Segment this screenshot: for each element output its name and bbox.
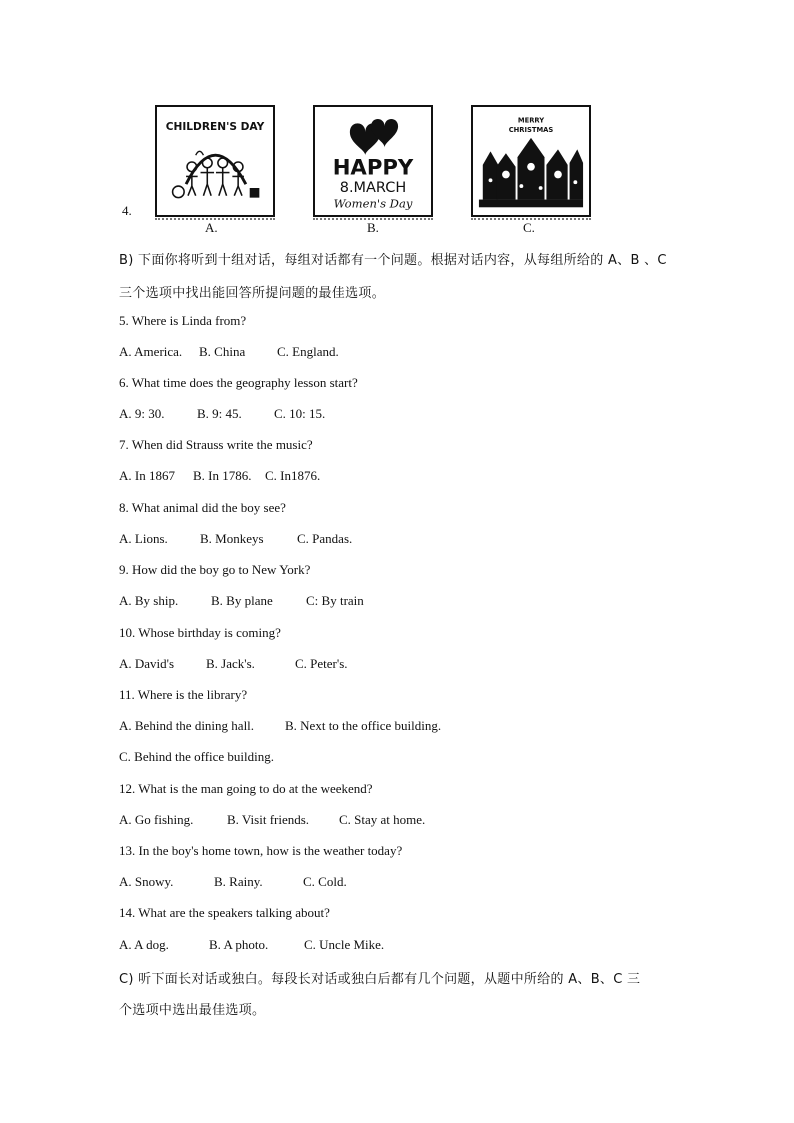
option-c: C. Peter's. (295, 656, 348, 671)
option-b: B. Rainy. (214, 874, 263, 889)
option-a: A. A dog. (119, 937, 169, 952)
option-c: C. England. (277, 344, 339, 359)
option-c: C. 10: 15. (274, 406, 326, 421)
question-4-number: 4. (122, 203, 132, 218)
picture-a-label: A. (205, 220, 218, 235)
question-6: 6. What time does the geography lesson start? (119, 375, 358, 390)
question-6-options (119, 406, 325, 422)
option-b: B. 9: 45. (197, 406, 242, 421)
question-9-options (119, 593, 364, 609)
question-13: 13. In the boy's home town, how is the weather today? (119, 843, 403, 858)
question-11-options-row1 (119, 718, 441, 734)
question-12: 12. What is the man going to do at the weekend? (119, 781, 373, 796)
question-14-options (119, 937, 384, 953)
option-b: B. A photo. (209, 937, 269, 952)
question-8: 8. What animal did the boy see? (119, 500, 286, 515)
question-12-options (119, 812, 425, 828)
option-c: C. Behind the office building. (119, 749, 275, 764)
option-c: C. Cold. (303, 874, 347, 889)
option-a: A. Lions. (119, 531, 168, 546)
picture-c-baseline (471, 218, 591, 222)
question-8-options (119, 531, 352, 547)
option-a: A. 9: 30. (119, 406, 165, 421)
question-11: 11. Where is the library? (119, 687, 248, 702)
question-9: 9. How did the boy go to New York? (119, 562, 311, 577)
option-c: C: By train (306, 593, 364, 608)
option-c: C. In1876. (265, 468, 321, 483)
section-c-instruction-line1: C) 听下面长对话或独白。每段长对话或独白后都有几个问题，从题中所给的 A、B、C 三 (119, 972, 641, 987)
picture-b-label: B. (367, 220, 379, 235)
question-14: 14. What are the speakers talking about? (119, 905, 330, 920)
question-7: 7. When did Strauss write the music? (119, 437, 313, 452)
option-a: A. By ship. (119, 593, 179, 608)
picture-a-baseline (155, 218, 275, 222)
christmas-illustration (473, 107, 589, 215)
picture-b-line1: HAPPY (332, 155, 414, 181)
section-c-instruction-line2: 个选项中选出最佳选项。 (119, 1003, 266, 1018)
womens-day-picture (313, 105, 433, 217)
picture-b-baseline (313, 218, 433, 222)
option-a: A. Snowy. (119, 874, 174, 889)
question-10: 10. Whose birthday is coming? (119, 625, 281, 640)
picture-a-caption: CHILDREN'S DAY (165, 121, 265, 134)
option-a: A. Behind the dining hall. (119, 718, 255, 733)
question-13-options (119, 874, 347, 890)
picture-b-line3: Women's Day (333, 196, 413, 211)
christmas-picture (471, 105, 591, 217)
option-a: A. In 1867 (119, 468, 175, 483)
option-b: B. Next to the office building. (285, 718, 442, 733)
option-b: B. Visit friends. (227, 812, 310, 827)
womens-day-illustration (315, 107, 431, 215)
picture-b-line2: 8.MARCH (339, 179, 407, 196)
option-c: C. Pandas. (297, 531, 353, 546)
childrens-day-picture (155, 105, 275, 217)
picture-c-line1: MERRY (517, 116, 545, 125)
question-7-options (119, 468, 320, 484)
option-a: A. America. (119, 344, 183, 359)
option-b: B. By plane (211, 593, 273, 608)
section-b-instruction-line1: B) 下面你将听到十组对话，每组对话都有一个问题。根据对话内容，从每组所给的 A、B 、C (119, 253, 667, 268)
picture-c-label: C. (523, 220, 535, 235)
option-a: A. David's (119, 656, 175, 671)
question-11-options-row2 (119, 749, 274, 765)
option-a: A. Go fishing. (119, 812, 194, 827)
option-b: B. Jack's. (206, 656, 255, 671)
question-10-options (119, 656, 348, 672)
question-5-options (119, 344, 339, 360)
question-5: 5. Where is Linda from? (119, 313, 247, 328)
option-b: B. In 1786. (193, 468, 252, 483)
option-b: B. Monkeys (200, 531, 264, 546)
option-c: C. Stay at home. (339, 812, 426, 827)
picture-c-line2: CHRISTMAS (508, 126, 554, 135)
childrens-day-illustration (157, 107, 273, 215)
option-b: B. China (199, 344, 246, 359)
option-c: C. Uncle Mike. (304, 937, 385, 952)
section-b-instruction-line2: 三个选项中找出能回答所提问题的最佳选项。 (119, 286, 386, 301)
